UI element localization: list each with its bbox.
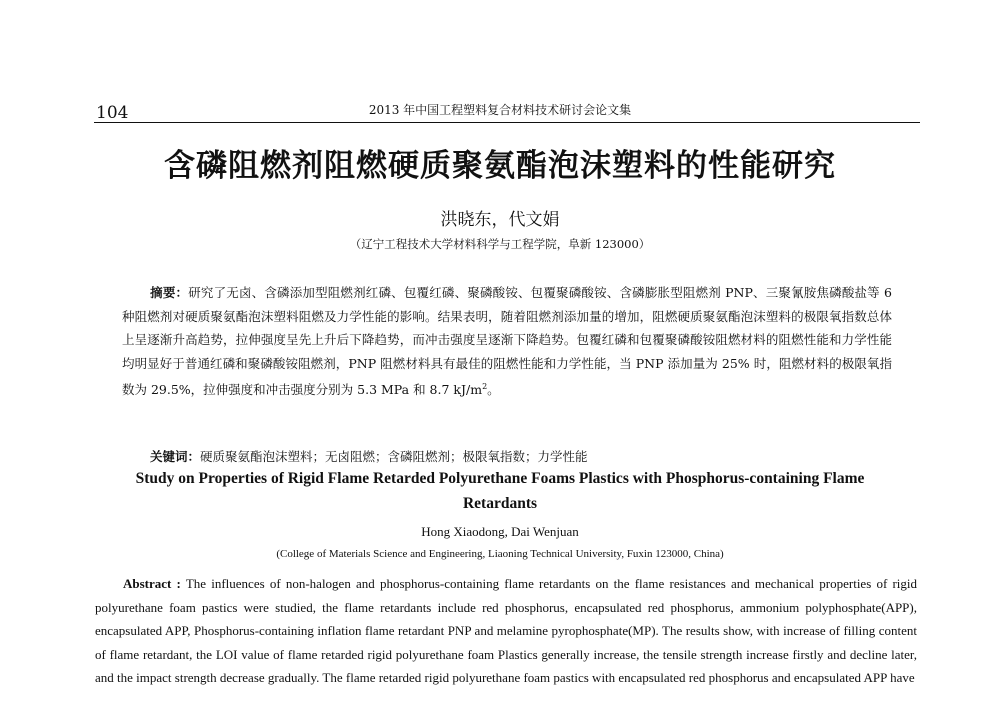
authors-en: Hong Xiaodong, Dai Wenjuan — [421, 524, 579, 539]
abstract-cn-end: 。 — [487, 382, 500, 398]
abstract-cn-label: 摘要： — [150, 285, 189, 300]
affiliation-en: (College of Materials Science and Engineering, Liaoning Technical University, Fuxin 123000, China) — [276, 548, 724, 560]
abstract-en-label: Abstract : — [123, 576, 181, 591]
keywords-cn-text: 硬质聚氨酯泡沫塑料；无卤阻燃；含磷阻燃剂；极限氧指数；力学性能 — [200, 449, 588, 464]
abstract-cn-superscript: 2 — [482, 382, 488, 391]
paper-title-cn: 含磷阻燃剂阻燃硬质聚氨酯泡沫塑料的性能研究 — [164, 148, 836, 184]
affiliation-cn: （辽宁工程技术大学材料科学与工程学院，阜新 123000） — [349, 237, 651, 251]
header-rule — [94, 122, 920, 123]
paper-title-en: Study on Properties of Rigid Flame Retarded Polyurethane Foams Plastics with Phosphorus-containing Flame Retardants — [135, 470, 865, 512]
page-number: 104 — [96, 103, 129, 123]
abstract-cn — [122, 281, 892, 402]
abstract-en — [95, 572, 917, 690]
running-header: 2013 年中国工程塑料复合材料技术研讨会论文集 — [368, 103, 632, 117]
authors-cn: 洪晓东，代文娟 — [440, 210, 560, 230]
keywords-cn-label: 关键词： — [150, 449, 201, 464]
abstract-en-text: The influences of non-halogen and phosphorus-containing flame retardants on the flame resistances and mechanical properties of rigid polyurethane foam pastics were studied, the flame retardants include red phosphorus, encapsulated red phosphorus, ammonium polyphosphate(APP), encapsulated APP, Phosphorus-containing inflation flame retardant PNP and melamine pyrophosphate(MP). The results show, with increase of filling content of flame retardant, the LOI value of flame retarded rigid polyurethane foam Plastics generally increase, the tensile strength increase firstly and decline later, and the impact strength decrease gradually. The flame retarded rigid polyurethane foam pastics with encapsulated red phosphorus and encapsulated APP have — [95, 576, 918, 685]
abstract-cn-text: 研究了无卤、含磷添加型阻燃剂红磷、包覆红磷、聚磷酸铵、包覆聚磷酸铵、含磷膨胀型阻燃剂 PNP、三聚氰胺焦磷酸盐等 6 种阻燃剂对硬质聚氨酯泡沫塑料阻燃及力学性能的影响。结果表明，随着阻燃剂添加量的增加，阻燃硬质聚氨酯泡沫塑料的极限氧指数总体上呈逐渐升高趋势，拉伸强度呈先上升后下降趋势，而冲击强度呈逐渐下降趋势。包覆红磷和包覆聚磷酸铵阻燃材料的阻燃性能和力学性能均明显好于普通红磷和聚磷酸铵阻燃剂，PNP 阻燃材料具有最佳的阻燃性能和力学性能，当 PNP 添加量为 25% 时，阻燃材料的极限氧指数为 29.5%，拉伸强度和冲击强度分别为 5.3 MPa 和 8.7 kJ/m — [122, 285, 892, 398]
keywords-cn — [150, 447, 588, 465]
